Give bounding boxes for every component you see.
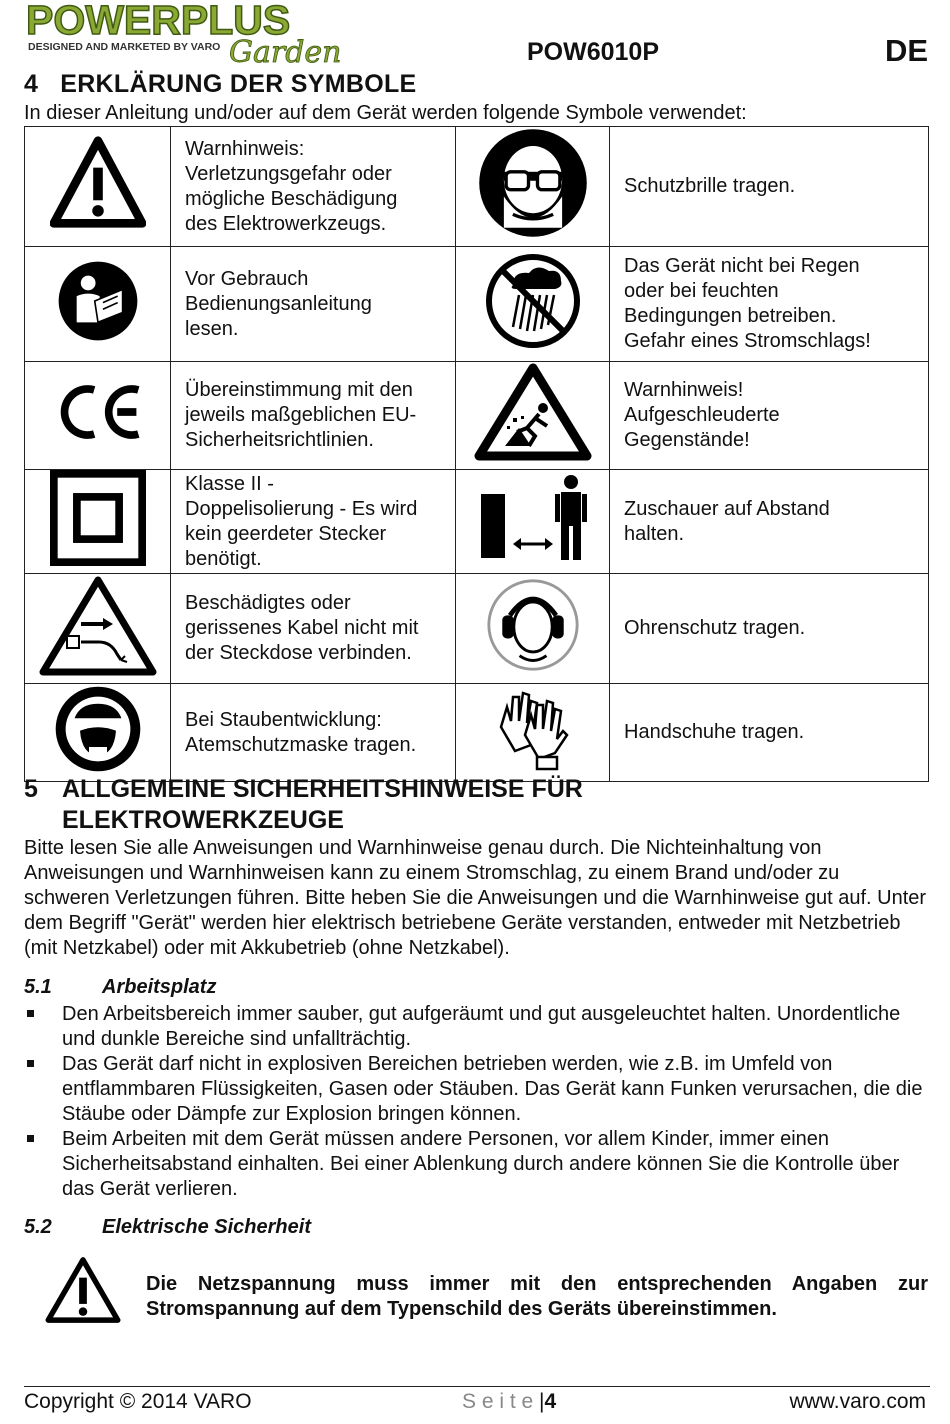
symbol-table: [24, 126, 929, 782]
section-number: 4: [24, 70, 39, 98]
symbol-description: Warnhinweis: Verletzungsgefahr oder mögliche Beschädigung des Elektrowerkzeugs.: [171, 127, 456, 247]
ce-mark-icon: [25, 362, 171, 470]
list-item: Den Arbeitsbereich immer sauber, gut aufgeräumt und gut ausgeleuchtet halten. Unordentliche und dunkle Bereiche sind unfallträchtig.: [24, 1002, 929, 1052]
warning-triangle-icon: [44, 1256, 122, 1329]
symbol-description: Schutzbrille tragen.: [610, 127, 929, 247]
subsection-number: 5.1: [24, 976, 52, 998]
read-manual-icon: [25, 247, 171, 362]
brand-tagline: DESIGNED AND MARKETED BY VARO: [28, 41, 221, 53]
section-number: 5: [24, 775, 38, 803]
damaged-cable-icon: [25, 574, 171, 684]
symbol-row: [25, 574, 929, 684]
brand-logo: [24, 0, 384, 66]
subsection-5-2-heading: [24, 1216, 311, 1239]
subsection-title: Arbeitsplatz: [102, 976, 217, 998]
page-number: 4: [544, 1390, 557, 1413]
symbol-description: Klasse II - Doppelisolierung - Es wird kein geerdeter Stecker benötigt.: [171, 470, 456, 574]
symbol-description: Zuschauer auf Abstand halten.: [610, 470, 929, 574]
dust-mask-icon: [25, 684, 171, 782]
section-5-heading: [24, 774, 583, 836]
symbol-description: Beschädigtes oder gerissenes Kabel nicht mit der Steckdose verbinden.: [171, 574, 456, 684]
symbol-row: [25, 127, 929, 247]
keep-distance-icon: [456, 470, 610, 574]
symbol-description: Das Gerät nicht bei Regen oder bei feuchten Bedingungen betreiben. Gefahr eines Stromschlags!: [610, 247, 929, 362]
symbol-description: Bei Staubentwicklung: Atemschutzmaske tragen.: [171, 684, 456, 782]
footer-url: www.varo.com: [789, 1390, 926, 1413]
footer-divider: [24, 1386, 930, 1387]
section-5-paragraph: Bitte lesen Sie alle Anweisungen und Warnhinweise genau durch. Die Nichteinhaltung von Anweisungen und Warnhinweisen kann zu einem Stromschlag, zu einem Brand und/oder zu schweren Verletzungen führen. Bitte heben Sie die Anweisungen und die Warnhinweise gut auf. Unter dem Begriff "Gerät" werden hier elektrisch betriebene Geräte verstanden, entweder mit Netzbetrieb (mit Netzkabel) oder mit Akkubetrieb (ohne Netzkabel).: [24, 837, 927, 959]
brand-wordmark: POWERPLUS: [26, 0, 291, 43]
page-separator: |: [539, 1390, 545, 1413]
subsection-title: Elektrische Sicherheit: [102, 1216, 311, 1238]
section-4-heading: [24, 70, 417, 99]
model-number: POW6010P: [527, 38, 660, 66]
footer-page: [462, 1390, 556, 1414]
symbol-description: Warnhinweis! Aufgeschleuderte Gegenstände!: [610, 362, 929, 470]
brand-script: Garden: [229, 35, 342, 66]
list-item: Beim Arbeiten mit dem Gerät müssen andere Personen, vor allem Kinder, immer einen Sicherheitsabstand einhalten. Bei einer Ablenkung durch andere können Sie die Kontrolle über das Gerät verlieren.: [24, 1127, 929, 1202]
section-title: ALLGEMEINE SICHERHEITSHINWEISE FÜR: [62, 775, 583, 803]
safety-goggles-icon: [456, 127, 610, 247]
symbol-row: [25, 470, 929, 574]
language-code: DE: [885, 33, 929, 68]
symbol-row: [25, 684, 929, 782]
symbol-row: [25, 362, 929, 470]
double-insulation-icon: [25, 470, 171, 574]
symbol-row: [25, 247, 929, 362]
gloves-icon: [456, 684, 610, 782]
voltage-warning-text: Die Netzspannung muss immer mit den entsprechenden Angaben zur Stromspannung auf dem Typenschild des Geräts übereinstimmen.: [146, 1273, 928, 1320]
warning-triangle-icon: [25, 127, 171, 247]
page-label: S e i t e: [462, 1390, 534, 1413]
workplace-bullet-list: [24, 1002, 929, 1202]
flying-objects-icon: [456, 362, 610, 470]
section-4-intro: In dieser Anleitung und/oder auf dem Gerät werden folgende Symbole verwendet:: [24, 102, 747, 124]
section-title-continued: ELEKTROWERKZEUGE: [62, 806, 344, 834]
section-title: ERKLÄRUNG DER SYMBOLE: [60, 70, 417, 98]
symbol-description: Handschuhe tragen.: [610, 684, 929, 782]
subsection-number: 5.2: [24, 1216, 52, 1238]
symbol-description: Ohrenschutz tragen.: [610, 574, 929, 684]
ear-protection-icon: [456, 574, 610, 684]
list-item: Das Gerät darf nicht in explosiven Bereichen betrieben werden, wie z.B. im Umfeld von entflammbaren Flüssigkeiten, Gasen oder Stäuben. Das Gerät kann Funken verursachen, die die Stäube oder Dämpfe zur Explosion bringen können.: [24, 1052, 929, 1127]
footer-copyright: Copyright © 2014 VARO: [24, 1390, 252, 1413]
symbol-description: Vor Gebrauch Bedienungsanleitung lesen.: [171, 247, 456, 362]
subsection-5-1-heading: [24, 976, 216, 999]
no-rain-icon: [456, 247, 610, 362]
symbol-description: Übereinstimmung mit den jeweils maßgeblichen EU- Sicherheitsrichtlinien.: [171, 362, 456, 470]
